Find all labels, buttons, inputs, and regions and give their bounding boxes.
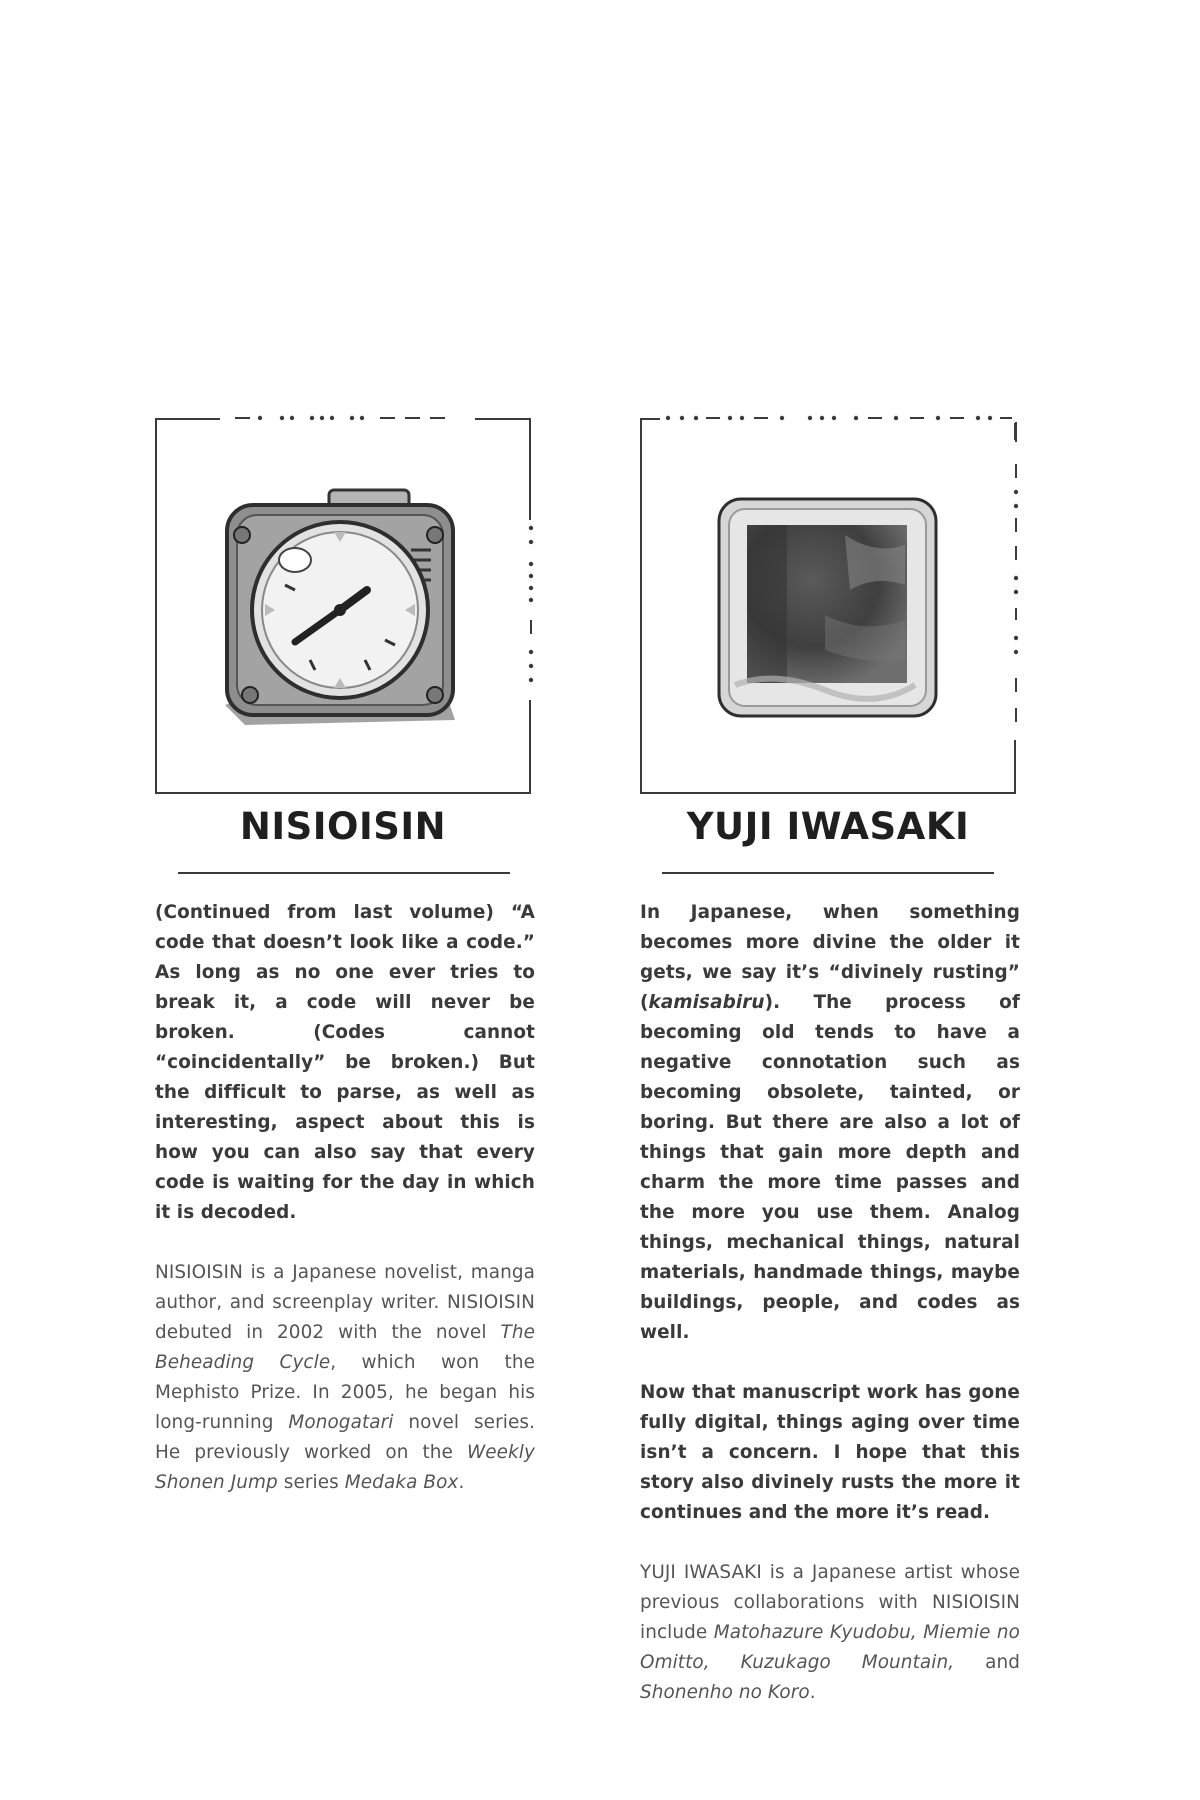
author-bio: NISIOISIN is a Japanese novelist, manga author, and screenplay writer. NISIOISIN debuted in 2002 with the novel The Beheading Cycle, which won the Mephisto Prize. In 2005, he began his long-running Monogatari novel series. He previously worked on the Weekly Shonen Jump series Medaka Box. bbox=[155, 1262, 536, 1493]
ink-square-icon bbox=[715, 495, 940, 720]
decorative-dots-side-left bbox=[525, 520, 537, 700]
author-name-yuji-iwasaki: YUJI IWASAKI bbox=[686, 805, 970, 848]
decorative-dots-top-left bbox=[220, 412, 480, 424]
bio-column-nisioisin bbox=[155, 898, 535, 1528]
decorative-dots-top-right bbox=[660, 412, 1020, 424]
bio-column-yuji-iwasaki bbox=[640, 898, 1020, 1738]
alarm-clock-icon bbox=[215, 480, 455, 730]
artist-comment-continued: Now that manuscript work has gone fully digital, things aging over time isn’t a concern. I hope that this story also divinely rusts the more it continues and the more it’s read. bbox=[640, 1382, 1020, 1523]
decorative-dots-side-right bbox=[1010, 420, 1022, 750]
artist-bio: YUJI IWASAKI is a Japanese artist whose previous collaborations with NISIOISIN include Matohazure Kyudobu, Miemie no Omitto, Kuzukago Mountain, and Shonenho no Koro. bbox=[640, 1562, 1020, 1703]
name-underline bbox=[178, 872, 510, 874]
artist-comment: In Japanese, when something becomes more divine the older it gets, we say it’s “divinely rusting” (kamisabiru). The process of becoming old tends to have a negative connotation such as becoming obsolete, tainted, or boring. But there are also a lot of things that gain more depth and charm the more time passes and the more you use them. Analog things, mechanical things, natural materials, handmade things, maybe buildings, people, and codes as well. bbox=[640, 902, 1020, 1343]
name-underline bbox=[662, 872, 994, 874]
author-name-nisioisin: NISIOISIN bbox=[239, 805, 447, 848]
author-comment: (Continued from last volume) “A code that doesn’t look like a code.” As long as no one ever tries to break it, a code will never be broken. (Codes cannot “coincidentally” be broken.) But the difficult to parse, as well as interesting, aspect about this is how you can also say that every code is waiting for the day in which it is decoded. bbox=[155, 902, 535, 1223]
